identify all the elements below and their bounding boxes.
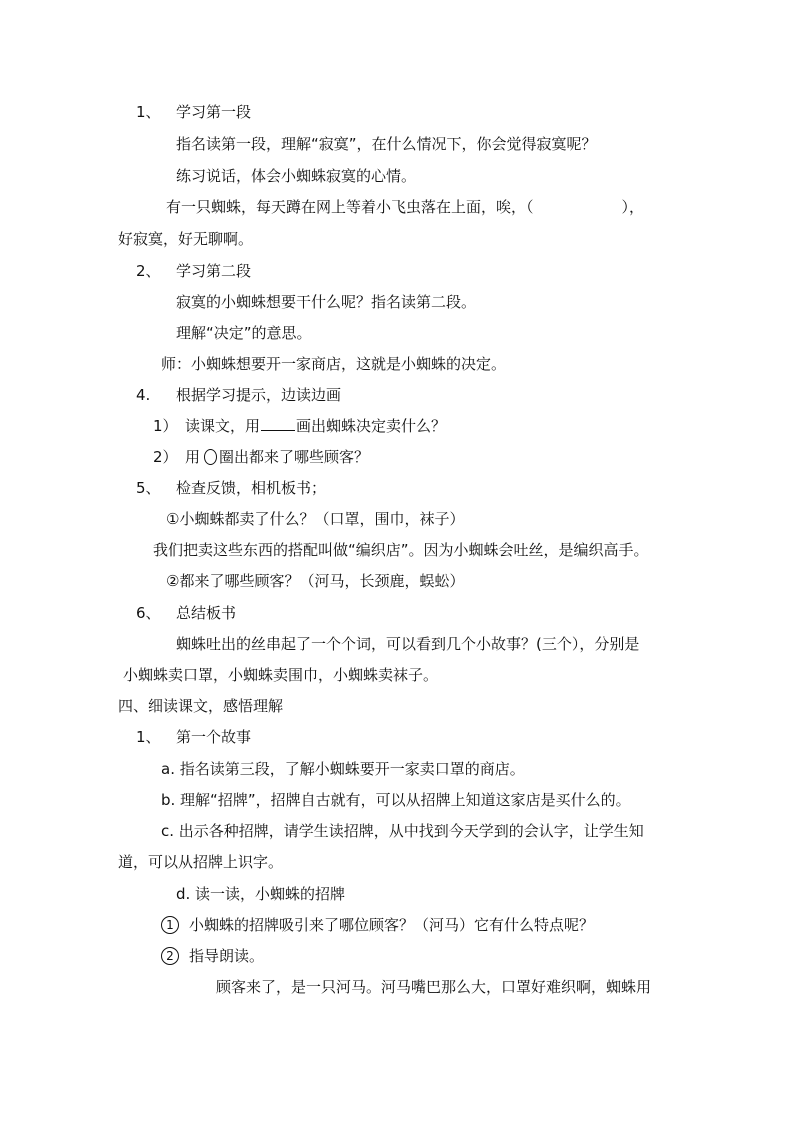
paragraph-line-with-blank: 有一只蜘蛛，每天蹲在网上等着小飞虫落在上面，唉，（ ）， <box>166 198 645 216</box>
paragraph-line: 寂寞的小蜘蛛想要干什么呢？指名读第二段。 <box>176 293 477 311</box>
underline-mark <box>261 416 295 431</box>
section-2-heading: 2、 学习第二段 <box>136 262 252 280</box>
circled-number-icon: 2 <box>161 947 179 965</box>
paragraph-line: 道，可以从招牌上识字。 <box>118 853 284 871</box>
paragraph-line: b. 理解“招牌”，招牌自古就有，可以从招牌上知道这家店是买什么的。 <box>161 791 631 809</box>
paragraph-line: ②都来了哪些顾客？（河马，长颈鹿，蜈蚣） <box>166 572 465 590</box>
paragraph-line: 理解“决定”的意思。 <box>176 324 312 342</box>
section-5-heading: 5、 检查反馈，相机板书； <box>136 479 327 497</box>
numbered-item-1: 1 小蜘蛛的招牌吸引来了哪位顾客？（河马）它有什么特点呢？ <box>161 915 594 935</box>
paragraph-line: 指名读第一段，理解“寂寞”，在什么情况下，你会觉得寂寞呢？ <box>176 135 597 153</box>
paragraph-line: c. 出示各种招牌，请学生读招牌，从中找到今天学到的会认字，让学生知 <box>161 822 644 840</box>
paragraph-line: ①小蜘蛛都卖了什么？（口罩，围巾，袜子） <box>166 510 465 528</box>
paragraph-line: a. 指名读第三段，了解小蜘蛛要开一家卖口罩的商店。 <box>161 760 525 778</box>
section-1-heading: 1、 学习第一段 <box>136 103 252 121</box>
paragraph-line: 师：小蜘蛛想要开一家商店，这就是小蜘蛛的决定。 <box>161 355 507 373</box>
prompt-item-2: 2） 用 圈出都来了哪些顾客？ <box>153 448 370 466</box>
paragraph-line: d. 读一读，小蜘蛛的招牌 <box>176 885 346 903</box>
numbered-item-2: 2 指导朗读。 <box>161 946 264 966</box>
paragraph-line: 蜘蛛吐出的丝串起了一个个词，可以看到几个小故事？(三个），分别是 <box>176 635 640 653</box>
prompt-item-1: 1） 读课文，用 画出蜘蛛决定卖什么？ <box>153 417 447 435</box>
chapter-heading: 四、细读课文，感悟理解 <box>118 697 284 715</box>
section-6-heading: 6、 总结板书 <box>136 604 237 622</box>
paragraph-line: 好寂寞，好无聊啊。 <box>118 230 254 248</box>
paragraph-line: 练习说话，体会小蜘蛛寂寞的心情。 <box>176 167 417 185</box>
circled-number-icon: 1 <box>161 916 179 934</box>
section-4-heading: 4. 根据学习提示，边读边画 <box>136 386 342 404</box>
paragraph-line: 我们把卖这些东西的搭配叫做“编织店”。因为小蜘蛛会吐丝，是编织高手。 <box>153 541 649 559</box>
story-1-heading: 1、 第一个故事 <box>136 728 252 746</box>
circle-mark-icon <box>204 449 217 465</box>
paragraph-line: 顾客来了，是一只河马。河马嘴巴那么大，口罩好难织啊，蜘蛛用 <box>216 978 652 996</box>
paragraph-line: 小蜘蛛卖口罩，小蜘蛛卖围巾，小蜘蛛卖袜子。 <box>123 666 439 684</box>
